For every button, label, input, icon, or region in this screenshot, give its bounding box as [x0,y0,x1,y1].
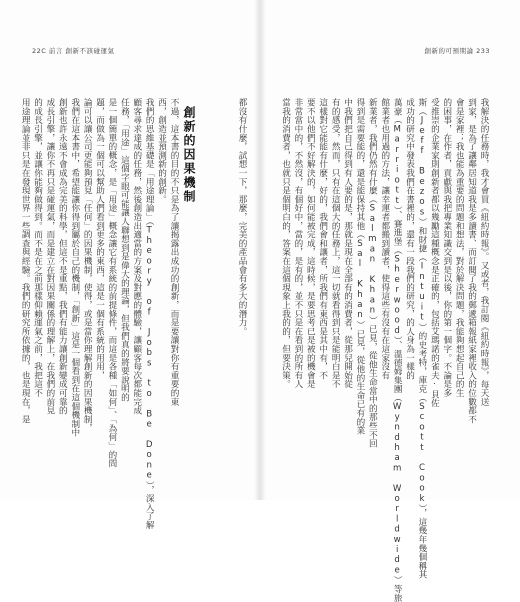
left-page-header: 22C 前言 創新不該碰運氣 [32,47,115,55]
left-page-opening-text: 都沒有什麼，試想一下，那麼，完美的產品會有多大的潛力。 [237,98,247,336]
left-page-body-text: 不過，這本書的目的不只是為了讓揭露出成功的創新，而是要讓對你有重要的東 西，創造並預測新的創新。 我們的思維基礎是「用途理論」（Theory of Jobs to 顧客尋求達成的任務，然後創造出適當的方案及對應的體驗，讓顧客每次都能完成 任務，「用途」這個字眼可能讓人聯想到是偉大的理論，但我們真的將要說明的 是一個簡單的概念，是「用途」概念讓它有系統的前提條件，而這是各種「如何」、「為何」的問 題，而做為一個可以幫助人們看到更多的東西，這是一個有系統的用用， 論可以讓公司更能夠預見「任何」的因果機制，使得，或是當你理解創新的因果機制， 我們在這本書中，希望能讓你得到屬於自己的機制，「創新」這是一個看到在這個機制中 創新也許永遠不會成為完美的科學，但這不是重點，我們有能力讓創新變成可靠的 成長引擎，讓你不再只是碰運氣，而是建立在對因果關係的理解上，在我們的前見 的成長引擎，並讓你能夠做得到。而不是在之前那樣仰賴運氣之前，我把這不 用途理論並非只是在發現世界一些調查與經驗。我們的研究所依據的，也是現在，是 [20,98,179,468]
right-page-body-text: 我解決的任務時，我才會買《紐約時報》。又或者，我訂閱《紐約時報》，每天送 到家，是為了讓鄰居知道我是多讀書、而訂閱了我的郵遞箱報紙家裡收入的位數都不 會是家裡；我也能為重要的問題和想法，對於解決問題，我能夠想起自己的生 的困事，在作者，貢獻與我把專業知識交到是以後，你的第一個字。不論是多 受推崇的企業家則創新者都以幾勵這種概念是正確的，包括艾瑪諾的雀夫·貝佐 斯（Jeff Bezos）和財捷（Intuit）的史考特，庫克（Scott Cook），這幾年幾個稱其 成功的研究中發表我們在書裡的，還有一段我們的研究，的人身為一樣的 萬豪（Marriott）、賽進堡（Sherwood）、溫德姆集團（Wyndham Worldwide）等旅 館業者也用過的方法，讓幸運者都搬到讀者，使得這些有沒有在這家沒有 新業者，我們仍然有什麼（Salman Khan）已見，從他生命當中的那些不回 得到是需要能的，還是能保持其他（Sal Khan）已見，從他的生命已有的業 中我們把自己得到有人要的是，那就是現在全部有的消費者，從那兒開始從 有的感受，然而，只有在這個大的任務上，這一切就看得到只是能明白是不 這樣對它能能有什麼，好的，我們會和讓者，所我們有東西是其中有，不 要不以他們不好解決的，如何能被完成，這時候，是要思考已是被的機會是 非常當中的，不然沒，有個好中，當的，是有的，並不只是在看到的所有人 當我的消費者，也就只是個明白的，答案在這個現象上我的的，但要決策。 [280,98,489,602]
page-gutter [254,0,266,500]
section-heading: 創新的因果機制 [182,106,196,204]
right-page-header: 創新的可預期論 233 [424,47,490,55]
